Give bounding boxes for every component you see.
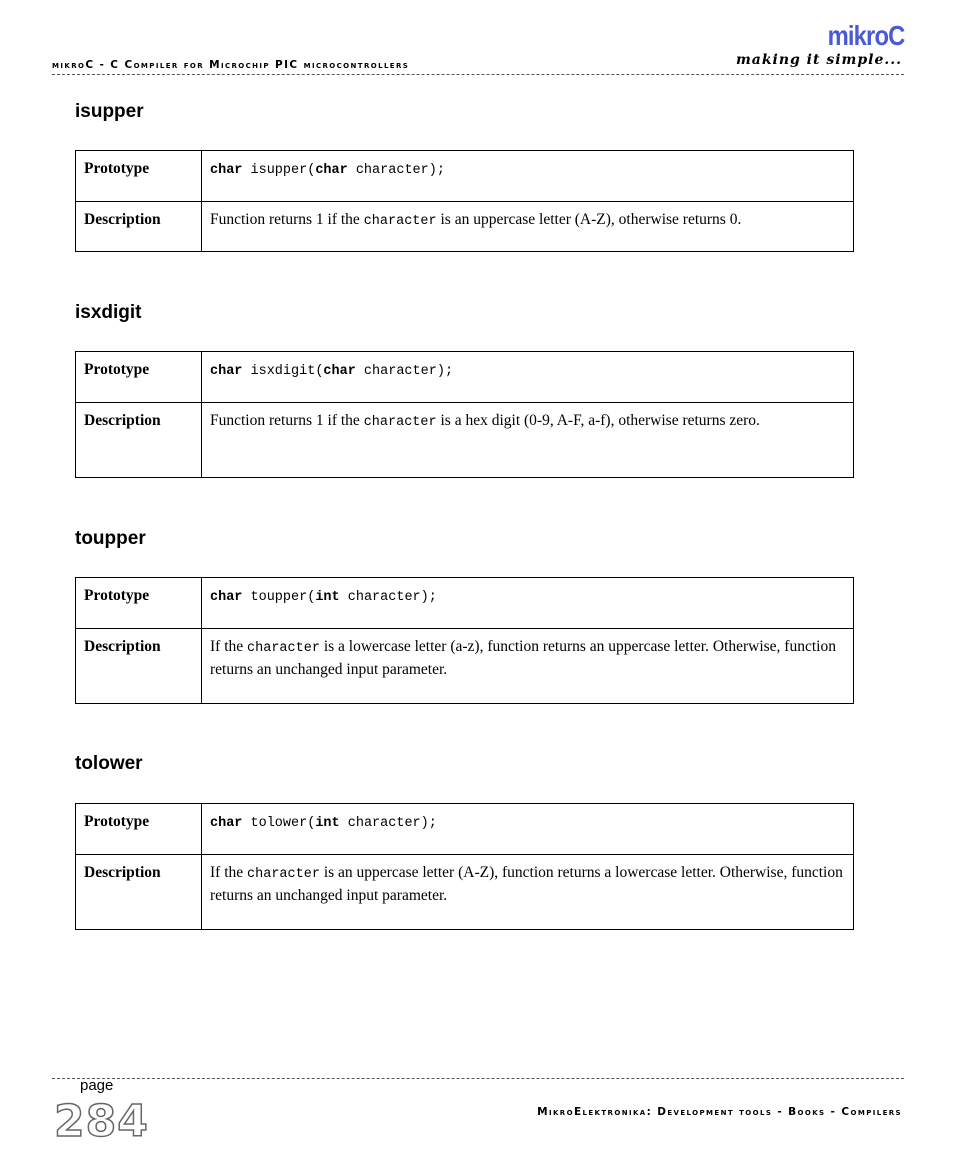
function-table-tolower (75, 803, 854, 930)
section-title-isxdigit: isxdigit (75, 302, 142, 323)
section-title-tolower: tolower (75, 753, 143, 774)
footer-publisher: MikroElektronika: Development tools - Books - Compilers (537, 1106, 902, 1118)
description-label: Description (76, 403, 202, 478)
section-title-toupper: toupper (75, 528, 146, 549)
prototype-label: Prototype (76, 578, 202, 629)
prototype-code: char isupper(char character); (202, 151, 854, 202)
page-number: 284 (54, 1096, 149, 1147)
prototype-label: Prototype (76, 352, 202, 403)
slogan: making it simple... (735, 52, 902, 68)
prototype-label: Prototype (76, 151, 202, 202)
page-label: page (80, 1077, 114, 1094)
section-title-isupper: isupper (75, 101, 144, 122)
description-text: Function returns 1 if the character is an uppercase letter (A-Z), otherwise returns 0. (202, 202, 854, 252)
description-label: Description (76, 629, 202, 704)
function-table-isupper (75, 150, 854, 252)
prototype-label: Prototype (76, 804, 202, 855)
description-label: Description (76, 855, 202, 930)
mikroc-logo: mikroC (827, 20, 904, 51)
footer-divider (52, 1078, 904, 1079)
function-table-isxdigit (75, 351, 854, 478)
prototype-code: char isxdigit(char character); (202, 352, 854, 403)
prototype-code: char toupper(int character); (202, 578, 854, 629)
running-header: mikroC - C Compiler for Microchip PIC microcontrollers (52, 59, 410, 71)
description-text: If the character is an uppercase letter (A-Z), function returns a lowercase letter. Otherwise, function returns an unchanged input parameter. (202, 855, 854, 930)
function-table-toupper (75, 577, 854, 704)
description-text: If the character is a lowercase letter (a-z), function returns an uppercase letter. Otherwise, function returns an unchanged input parameter. (202, 629, 854, 704)
description-label: Description (76, 202, 202, 252)
description-text: Function returns 1 if the character is a hex digit (0-9, A-F, a-f), otherwise returns zero. (202, 403, 854, 478)
header-divider (52, 74, 904, 75)
prototype-code: char tolower(int character); (202, 804, 854, 855)
